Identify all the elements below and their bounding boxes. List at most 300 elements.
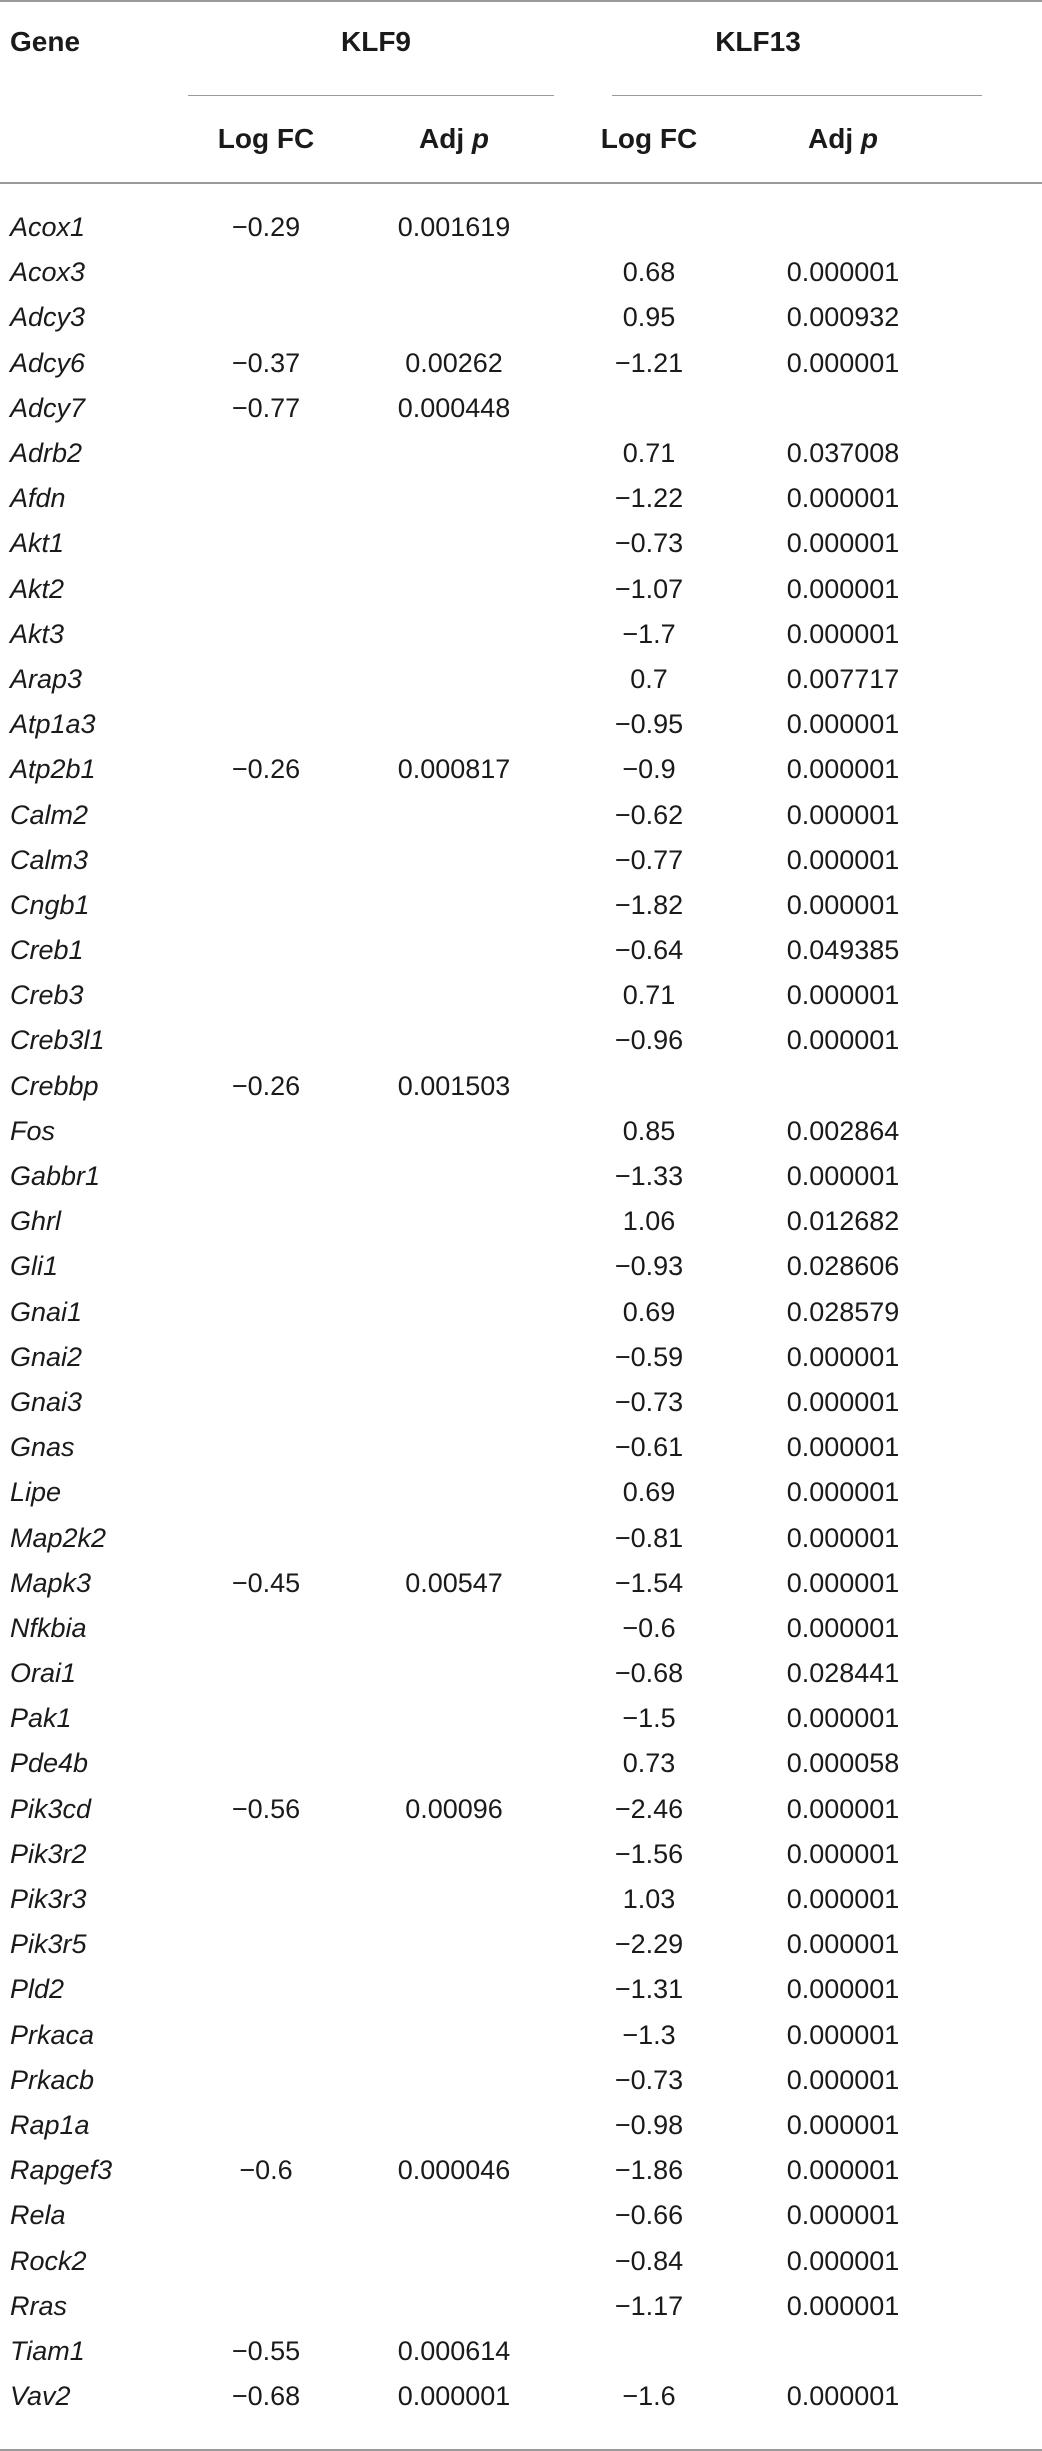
klf13-logfc-cell: −0.73 (614, 1386, 684, 1417)
table-row (0, 612, 1042, 657)
table-row (0, 2013, 1042, 2058)
table-row (0, 1515, 1042, 1560)
klf13-logfc-cell: 0.73 (622, 1748, 676, 1779)
table-row (0, 1922, 1042, 1967)
klf9-adjp-cell (344, 928, 564, 973)
adj-label: Adj (419, 123, 465, 154)
gene-name-cell: Creb1 (10, 935, 84, 966)
klf9-adjp-cell: 0.001503 (397, 1070, 511, 1101)
klf9-logfc-cell: −0.37 (231, 347, 301, 378)
klf13-logfc-cell: −1.54 (614, 1567, 684, 1598)
klf13-logfc-cell: 0.95 (622, 302, 676, 333)
klf9-logfc-cell (188, 1425, 344, 1470)
klf9-adjp-cell (344, 1380, 564, 1425)
klf13-adjp-cell: 0.000001 (786, 1567, 900, 1598)
table-row (0, 702, 1042, 747)
gene-name-cell: Vav2 (10, 2381, 71, 2412)
table-row (0, 1470, 1042, 1515)
klf9-adjp-cell (344, 521, 564, 566)
gene-subheader-empty (0, 96, 188, 183)
klf9-logfc-cell (188, 1154, 344, 1199)
klf9-adjp-cell (344, 567, 564, 612)
gene-name-cell: Fos (10, 1115, 56, 1146)
klf9-adjp-cell (344, 1425, 564, 1470)
klf13-adjp-cell: 0.000001 (786, 1884, 900, 1915)
klf13-adjp-cell: 0.000001 (786, 754, 900, 785)
table-row (0, 657, 1042, 702)
klf13-adjp-cell (734, 1064, 1042, 1109)
klf9-adjp-header (344, 96, 564, 183)
gene-name-cell: Prkacb (10, 2064, 95, 2095)
klf13-logfc-cell: −1.6 (622, 2381, 676, 2412)
klf13-adjp-cell: 0.000001 (786, 1838, 900, 1869)
klf9-logfc-cell (188, 1967, 344, 2012)
gene-name-cell: Adcy6 (10, 347, 86, 378)
klf13-adjp-cell (734, 2329, 1042, 2374)
klf9-logfc-cell: −0.26 (231, 1070, 301, 1101)
klf9-logfc-cell: −0.56 (231, 1793, 301, 1824)
klf9-logfc-cell: −0.6 (239, 2155, 293, 2186)
klf9-logfc-cell (188, 1380, 344, 1425)
gene-name-cell: Atp2b1 (10, 754, 96, 785)
table-row (0, 1787, 1042, 1832)
klf9-logfc-cell (188, 2284, 344, 2329)
klf9-logfc-cell (188, 1018, 344, 1063)
klf9-logfc-cell: −0.29 (231, 212, 301, 243)
klf13-adjp-header (734, 96, 1042, 183)
group-header-klf13 (564, 2, 1042, 96)
klf13-adjp-cell: 0.000001 (786, 1974, 900, 2005)
table-row (0, 476, 1042, 521)
klf9-adjp-cell (344, 973, 564, 1018)
gene-name-cell: Rapgef3 (10, 2155, 113, 2186)
klf13-logfc-cell: −1.7 (622, 618, 676, 649)
klf13-adjp-cell: 0.000001 (786, 528, 900, 559)
klf13-logfc-cell: −0.84 (614, 2245, 684, 2276)
klf13-adjp-cell: 0.000001 (786, 2064, 900, 2095)
table-row (0, 2238, 1042, 2283)
gene-name-cell: Akt2 (10, 573, 65, 604)
gene-name-cell: Pik3r3 (10, 1884, 87, 1915)
klf13-adjp-cell: 0.000001 (786, 799, 900, 830)
table-row (0, 883, 1042, 928)
gene-name-cell: Gnai2 (10, 1341, 83, 1372)
klf13-logfc-cell: −1.82 (614, 889, 684, 920)
klf9-logfc-cell (188, 431, 344, 476)
gene-name-cell: Ghrl (10, 1206, 62, 1237)
gene-name-cell: Gabbr1 (10, 1161, 101, 1192)
klf9-logfc-cell (188, 1109, 344, 1154)
klf9-adjp-cell: 0.00262 (405, 347, 503, 378)
gene-name-cell: Gli1 (10, 1251, 59, 1282)
table-row (0, 747, 1042, 792)
klf9-adjp-cell (344, 1515, 564, 1560)
klf13-logfc-cell (564, 1064, 734, 1109)
klf13-logfc-cell: 0.71 (622, 438, 676, 469)
klf9-logfc-cell (188, 1832, 344, 1877)
klf9-logfc-cell (188, 567, 344, 612)
gene-name-cell: Rras (10, 2290, 68, 2321)
klf13-logfc-cell: 0.7 (630, 663, 668, 694)
klf13-adjp-cell: 0.028606 (786, 1251, 900, 1282)
gene-name-cell: Rap1a (10, 2109, 90, 2140)
klf13-adjp-cell: 0.000001 (786, 2019, 900, 2050)
table-row (0, 386, 1042, 431)
gene-name-cell: Orai1 (10, 1658, 77, 1689)
klf9-adjp-cell (344, 2238, 564, 2283)
gene-name-cell: Rock2 (10, 2245, 87, 2276)
klf9-logfc-cell: −0.26 (231, 754, 301, 785)
gene-name-cell: Pde4b (10, 1748, 89, 1779)
klf9-adjp-cell (344, 792, 564, 837)
klf9-logfc-cell (188, 2103, 344, 2148)
klf13-adjp-cell: 0.000001 (786, 2109, 900, 2140)
gene-name-cell: Adcy7 (10, 392, 86, 423)
gene-name-cell: Cngb1 (10, 889, 90, 920)
table-row (0, 838, 1042, 883)
klf13-logfc-cell: −2.29 (614, 1929, 684, 1960)
klf9-adjp-cell (344, 657, 564, 702)
klf13-logfc-cell: −0.59 (614, 1341, 684, 1372)
table-row (0, 1064, 1042, 1109)
klf13-logfc-cell: −0.62 (614, 799, 684, 830)
klf13-adjp-cell: 0.000001 (786, 1341, 900, 1372)
table-row (0, 2193, 1042, 2238)
klf13-adjp-cell: 0.000058 (786, 1748, 900, 1779)
klf13-adjp-cell: 0.000932 (786, 302, 900, 333)
table-row (0, 250, 1042, 295)
klf13-logfc-cell: −1.3 (622, 2019, 676, 2050)
klf13-logfc-cell: −1.5 (622, 1703, 676, 1734)
klf13-logfc-cell: −0.93 (614, 1251, 684, 1282)
klf13-adjp-cell: 0.000001 (786, 1929, 900, 1960)
klf13-adjp-cell: 0.002864 (786, 1115, 900, 1146)
klf9-logfc-cell (188, 657, 344, 702)
klf9-logfc-cell (188, 2193, 344, 2238)
klf13-adjp-cell: 0.007717 (786, 663, 900, 694)
gene-name-cell: Gnas (10, 1432, 75, 1463)
klf9-adjp-cell (344, 838, 564, 883)
klf9-logfc-cell (188, 1696, 344, 1741)
klf9-adjp-cell (344, 1109, 564, 1154)
gene-name-cell: Atp1a3 (10, 709, 96, 740)
gene-name-cell: Akt3 (10, 618, 65, 649)
table-row (0, 1967, 1042, 2012)
klf9-adjp-cell (344, 1877, 564, 1922)
klf9-adjp-cell (344, 1832, 564, 1877)
klf13-logfc-cell: 1.03 (622, 1884, 676, 1915)
klf13-logfc-cell: −0.66 (614, 2200, 684, 2231)
klf13-logfc-cell: −0.61 (614, 1432, 684, 1463)
table-row (0, 1425, 1042, 1470)
group-label-klf13: KLF13 (715, 26, 801, 57)
klf9-adjp-cell (344, 2103, 564, 2148)
gene-column-header: Gene (10, 26, 81, 57)
klf9-logfc-header: Log FC (188, 96, 344, 183)
klf13-logfc-cell: −1.33 (614, 1161, 684, 1192)
klf9-adjp-cell (344, 612, 564, 657)
group-header-klf9 (188, 2, 564, 96)
klf13-logfc-header: Log FC (564, 96, 734, 183)
klf13-logfc-cell: −1.07 (614, 573, 684, 604)
klf13-logfc-cell: −0.9 (622, 754, 676, 785)
gene-name-cell: Pik3r5 (10, 1929, 87, 1960)
klf9-logfc-cell (188, 792, 344, 837)
klf9-adjp-cell (344, 1335, 564, 1380)
klf9-logfc-cell (188, 1290, 344, 1335)
klf13-logfc-cell (564, 2329, 734, 2374)
table-row (0, 1651, 1042, 1696)
klf13-adjp-cell: 0.000001 (786, 889, 900, 920)
klf9-logfc-cell: −0.55 (231, 2335, 301, 2366)
table-row (0, 792, 1042, 837)
klf9-logfc-cell (188, 2058, 344, 2103)
klf9-logfc-cell (188, 1651, 344, 1696)
klf9-adjp-cell (344, 883, 564, 928)
klf13-logfc-cell: −1.22 (614, 483, 684, 514)
klf13-logfc-cell: −0.73 (614, 2064, 684, 2095)
klf9-adjp-cell (344, 1696, 564, 1741)
klf9-adjp-cell (344, 1244, 564, 1289)
group-underline-klf9 (188, 95, 554, 96)
table-row (0, 2284, 1042, 2329)
klf9-logfc-cell: −0.68 (231, 2381, 301, 2412)
klf13-logfc-cell (564, 205, 734, 250)
klf13-logfc-cell: −0.95 (614, 709, 684, 740)
klf13-adjp-cell: 0.000001 (786, 844, 900, 875)
klf13-adjp-cell: 0.012682 (786, 1206, 900, 1237)
klf13-adjp-cell: 0.000001 (786, 257, 900, 288)
table-row (0, 2058, 1042, 2103)
klf9-adjp-cell (344, 1470, 564, 1515)
klf13-adjp-cell: 0.000001 (786, 2290, 900, 2321)
klf13-adjp-cell: 0.000001 (786, 1703, 900, 1734)
klf9-logfc-cell (188, 1741, 344, 1786)
klf13-logfc-cell: −2.46 (614, 1793, 684, 1824)
klf13-adjp-cell: 0.000001 (786, 1612, 900, 1643)
klf13-logfc-cell: 0.71 (622, 980, 676, 1011)
klf9-logfc-cell (188, 928, 344, 973)
table-row (0, 1380, 1042, 1425)
gene-name-cell: Creb3 (10, 980, 84, 1011)
klf9-adjp-cell: 0.000001 (397, 2381, 511, 2412)
klf9-logfc-cell (188, 1470, 344, 1515)
klf13-adjp-cell: 0.000001 (786, 2200, 900, 2231)
klf13-logfc-cell: −0.96 (614, 1025, 684, 1056)
klf9-adjp-cell (344, 1741, 564, 1786)
klf9-adjp-cell: 0.000448 (397, 392, 511, 423)
klf9-logfc-cell (188, 883, 344, 928)
table-row (0, 1109, 1042, 1154)
klf13-logfc-cell: −0.73 (614, 528, 684, 559)
gene-name-cell: Adrb2 (10, 438, 83, 469)
gene-name-cell: Pik3r2 (10, 1838, 87, 1869)
table-row (0, 2329, 1042, 2374)
gene-name-cell: Calm2 (10, 799, 89, 830)
klf9-logfc-cell (188, 973, 344, 1018)
klf9-adjp-cell: 0.001619 (397, 212, 511, 243)
klf9-logfc-cell: −0.77 (231, 392, 301, 423)
table-row (0, 1606, 1042, 1651)
klf9-adjp-cell (344, 1967, 564, 2012)
klf13-logfc-cell: 0.68 (622, 257, 676, 288)
group-label-klf9: KLF9 (341, 26, 411, 57)
klf9-logfc-cell (188, 1199, 344, 1244)
klf9-adjp-cell (344, 250, 564, 295)
table-row (0, 1696, 1042, 1741)
gene-name-cell: Tiam1 (10, 2335, 85, 2366)
gene-name-cell: Mapk3 (10, 1567, 92, 1598)
klf13-logfc-cell: −1.31 (614, 1974, 684, 2005)
klf9-adjp-cell (344, 1606, 564, 1651)
klf9-adjp-cell: 0.000046 (397, 2155, 511, 2186)
klf13-logfc-cell: 0.69 (622, 1477, 676, 1508)
klf13-adjp-cell: 0.028579 (786, 1296, 900, 1327)
klf13-logfc-cell: 0.69 (622, 1296, 676, 1327)
klf13-adjp-cell: 0.000001 (786, 618, 900, 649)
klf9-adjp-cell (344, 1154, 564, 1199)
table-row (0, 1877, 1042, 1922)
klf9-adjp-cell: 0.00547 (405, 1567, 503, 1598)
klf13-adjp-cell: 0.000001 (786, 1161, 900, 1192)
gene-name-cell: Calm3 (10, 844, 89, 875)
klf9-logfc-cell (188, 250, 344, 295)
klf13-logfc-cell: 1.06 (622, 1206, 676, 1237)
klf9-adjp-cell (344, 1018, 564, 1063)
table-row (0, 341, 1042, 386)
gene-name-cell: Acox1 (10, 212, 86, 243)
klf13-logfc-cell: −1.56 (614, 1838, 684, 1869)
klf9-logfc-cell (188, 1515, 344, 1560)
klf9-logfc-cell (188, 1335, 344, 1380)
klf13-logfc-cell: −1.86 (614, 2155, 684, 2186)
klf13-logfc-cell: −0.98 (614, 2109, 684, 2140)
klf9-logfc-cell (188, 2013, 344, 2058)
klf13-logfc-cell: −1.17 (614, 2290, 684, 2321)
table-row (0, 1290, 1042, 1335)
table-row (0, 1561, 1042, 1606)
klf9-adjp-cell: 0.00096 (405, 1793, 503, 1824)
klf9-adjp-cell (344, 1651, 564, 1696)
gene-name-cell: Pik3cd (10, 1793, 92, 1824)
klf13-adjp-cell: 0.000001 (786, 573, 900, 604)
klf9-adjp-cell (344, 1290, 564, 1335)
klf13-logfc-cell: −0.81 (614, 1522, 684, 1553)
klf9-adjp-cell (344, 476, 564, 521)
table-row (0, 1199, 1042, 1244)
p-label: p (471, 123, 489, 154)
table-row (0, 521, 1042, 566)
table-row (0, 1244, 1042, 1289)
klf13-adjp-cell: 0.000001 (786, 1522, 900, 1553)
table-body (0, 205, 1042, 2419)
klf13-adjp-cell: 0.000001 (786, 1432, 900, 1463)
klf9-logfc-cell (188, 612, 344, 657)
klf9-adjp-cell (344, 431, 564, 476)
klf9-logfc-cell (188, 1244, 344, 1289)
klf13-adjp-cell: 0.000001 (786, 1386, 900, 1417)
gene-name-cell: Pak1 (10, 1703, 72, 1734)
table-row (0, 295, 1042, 340)
klf9-adjp-cell (344, 295, 564, 340)
klf13-adjp-cell: 0.000001 (786, 2155, 900, 2186)
klf13-logfc-cell: −0.77 (614, 844, 684, 875)
klf9-adjp-cell: 0.000614 (397, 2335, 511, 2366)
gene-name-cell: Creb3l1 (10, 1025, 105, 1056)
table-row (0, 2103, 1042, 2148)
table-row (0, 1018, 1042, 1063)
klf13-adjp-cell: 0.028441 (786, 1658, 900, 1689)
klf9-logfc-cell (188, 521, 344, 566)
klf9-logfc-cell (188, 1606, 344, 1651)
table-row (0, 1335, 1042, 1380)
gene-name-cell: Prkaca (10, 2019, 95, 2050)
klf9-adjp-cell (344, 1199, 564, 1244)
table-row (0, 431, 1042, 476)
table-row (0, 1832, 1042, 1877)
gene-name-cell: Crebbp (10, 1070, 99, 1101)
klf9-adjp-cell: 0.000817 (397, 754, 511, 785)
klf13-adjp-cell: 0.000001 (786, 2245, 900, 2276)
klf13-adjp-cell: 0.000001 (786, 483, 900, 514)
klf9-adjp-cell (344, 2013, 564, 2058)
klf13-logfc-cell: −1.21 (614, 347, 684, 378)
adj-label: Adj (808, 123, 854, 154)
klf9-adjp-cell (344, 2284, 564, 2329)
klf13-logfc-cell: −0.6 (622, 1612, 676, 1643)
table-row (0, 567, 1042, 612)
klf9-logfc-cell (188, 2238, 344, 2283)
table-row (0, 928, 1042, 973)
klf9-logfc-cell (188, 1877, 344, 1922)
gene-name-cell: Map2k2 (10, 1522, 107, 1553)
gene-name-cell: Afdn (10, 483, 66, 514)
klf13-adjp-cell: 0.000001 (786, 1477, 900, 1508)
gene-name-cell: Arap3 (10, 663, 83, 694)
table-row (0, 973, 1042, 1018)
gene-name-cell: Gnai3 (10, 1386, 83, 1417)
klf13-adjp-cell: 0.000001 (786, 1793, 900, 1824)
table-row (0, 1741, 1042, 1786)
klf9-adjp-cell (344, 2058, 564, 2103)
klf13-adjp-cell: 0.000001 (786, 980, 900, 1011)
klf13-adjp-cell: 0.000001 (786, 1025, 900, 1056)
table-row (0, 2374, 1042, 2419)
table-row (0, 2148, 1042, 2193)
klf9-logfc-cell: −0.45 (231, 1567, 301, 1598)
klf9-logfc-cell (188, 295, 344, 340)
klf9-logfc-cell (188, 838, 344, 883)
gene-name-cell: Pld2 (10, 1974, 65, 2005)
gene-name-cell: Rela (10, 2200, 66, 2231)
klf9-logfc-cell (188, 476, 344, 521)
klf13-adjp-cell: 0.000001 (786, 347, 900, 378)
klf13-adjp-cell: 0.037008 (786, 438, 900, 469)
klf9-adjp-cell (344, 2193, 564, 2238)
table-row (0, 205, 1042, 250)
klf9-logfc-cell (188, 702, 344, 747)
klf13-adjp-cell: 0.049385 (786, 935, 900, 966)
gene-name-cell: Adcy3 (10, 302, 86, 333)
gene-name-cell: Gnai1 (10, 1296, 83, 1327)
klf13-logfc-cell (564, 386, 734, 431)
klf9-adjp-cell (344, 1922, 564, 1967)
klf13-adjp-cell: 0.000001 (786, 2381, 900, 2412)
group-underline-klf13 (612, 95, 982, 96)
klf9-logfc-cell (188, 1922, 344, 1967)
gene-name-cell: Acox3 (10, 257, 86, 288)
klf13-adjp-cell (734, 205, 1042, 250)
